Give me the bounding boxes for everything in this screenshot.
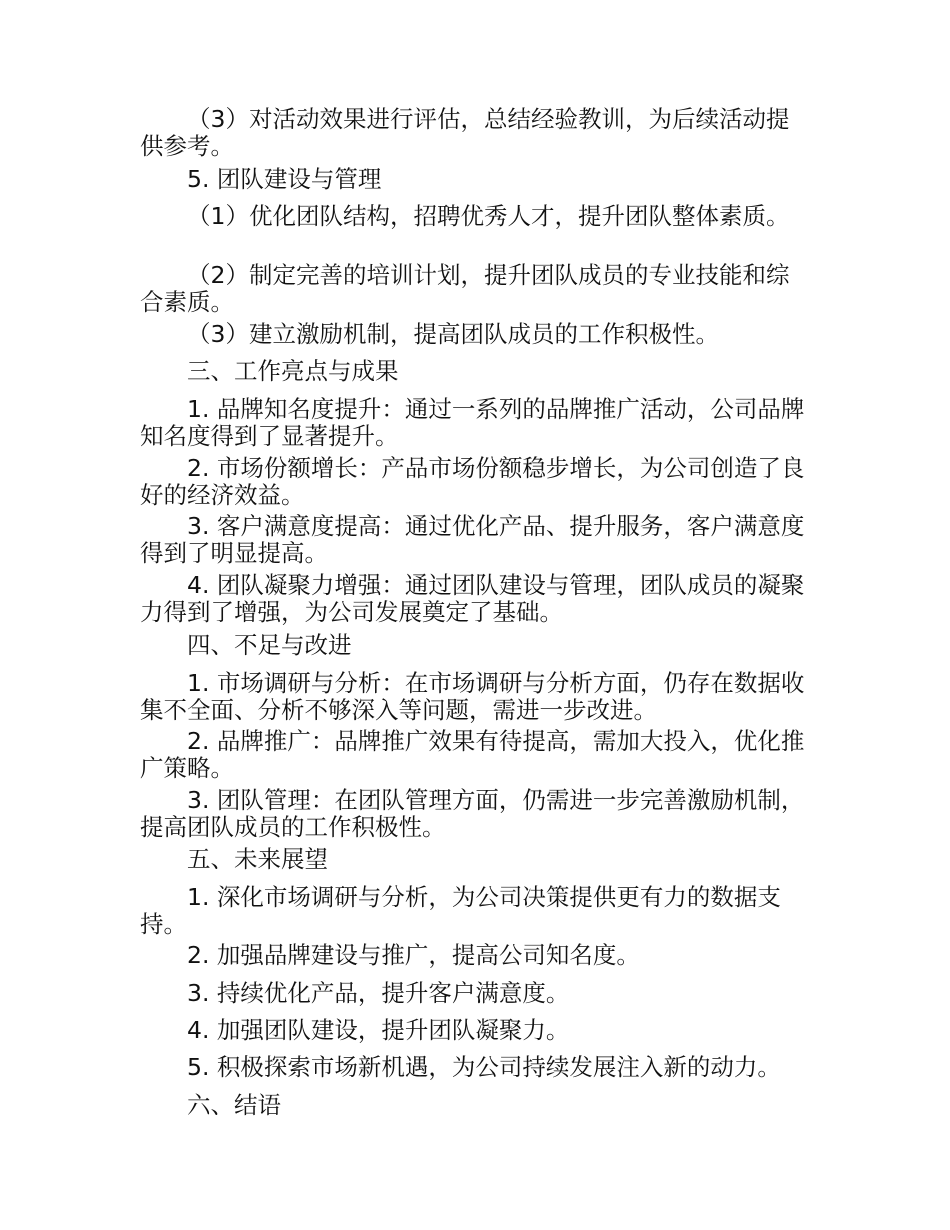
- paragraph-team-cohesion: 4. 团队凝聚力增强：通过团队建设与管理，团队成员的凝聚力得到了增强，为公司发展奠定了基础。: [140, 571, 805, 626]
- paragraph-brand-promotion: 2. 品牌推广：品牌推广效果有待提高，需加大投入，优化推广策略。: [140, 727, 805, 782]
- paragraph-training-plan: （2）制定完善的培训计划，提升团队成员的专业技能和综合素质。: [140, 261, 790, 316]
- paragraph-activity-evaluation: （3）对活动效果进行评估，总结经验教训，为后续活动提供参考。: [140, 105, 790, 160]
- paragraph-market-research: 1. 市场调研与分析：在市场调研与分析方面，仍存在数据收集不全面、分析不够深入等问题，需进一步改进。: [140, 669, 805, 724]
- section-heading-outlook: 五、未来展望: [187, 845, 328, 873]
- paragraph-team-structure: （1）优化团队结构，招聘优秀人才，提升团队整体素质。: [187, 202, 790, 230]
- paragraph-customer-satisfaction: 3. 客户满意度提高：通过优化产品、提升服务，客户满意度得到了明显提高。: [140, 512, 805, 567]
- paragraph-team-management: 3. 团队管理：在团队管理方面，仍需进一步完善激励机制，提高团队成员的工作积极性。: [140, 786, 805, 841]
- paragraph-deepen-research: 1. 深化市场调研与分析，为公司决策提供更有力的数据支持。: [140, 883, 781, 938]
- paragraph-optimize-products: 3. 持续优化产品，提升客户满意度。: [187, 979, 570, 1007]
- paragraph-team-cohesion-goal: 4. 加强团队建设，提升团队凝聚力。: [187, 1016, 570, 1044]
- subheading-team-building: 5. 团队建设与管理: [187, 165, 382, 193]
- paragraph-new-opportunities: 5. 积极探索市场新机遇，为公司持续发展注入新的动力。: [187, 1053, 781, 1081]
- paragraph-brand-building: 2. 加强品牌建设与推广，提高公司知名度。: [187, 941, 640, 969]
- paragraph-brand-awareness: 1. 品牌知名度提升：通过一系列的品牌推广活动，公司品牌知名度得到了显著提升。: [140, 395, 805, 450]
- paragraph-market-share: 2. 市场份额增长：产品市场份额稳步增长，为公司创造了良好的经济效益。: [140, 454, 805, 509]
- section-heading-highlights: 三、工作亮点与成果: [187, 357, 399, 385]
- section-heading-conclusion: 六、结语: [187, 1091, 281, 1119]
- section-heading-shortcomings: 四、不足与改进: [187, 631, 352, 659]
- paragraph-incentive-mechanism: （3）建立激励机制，提高团队成员的工作积极性。: [187, 320, 719, 348]
